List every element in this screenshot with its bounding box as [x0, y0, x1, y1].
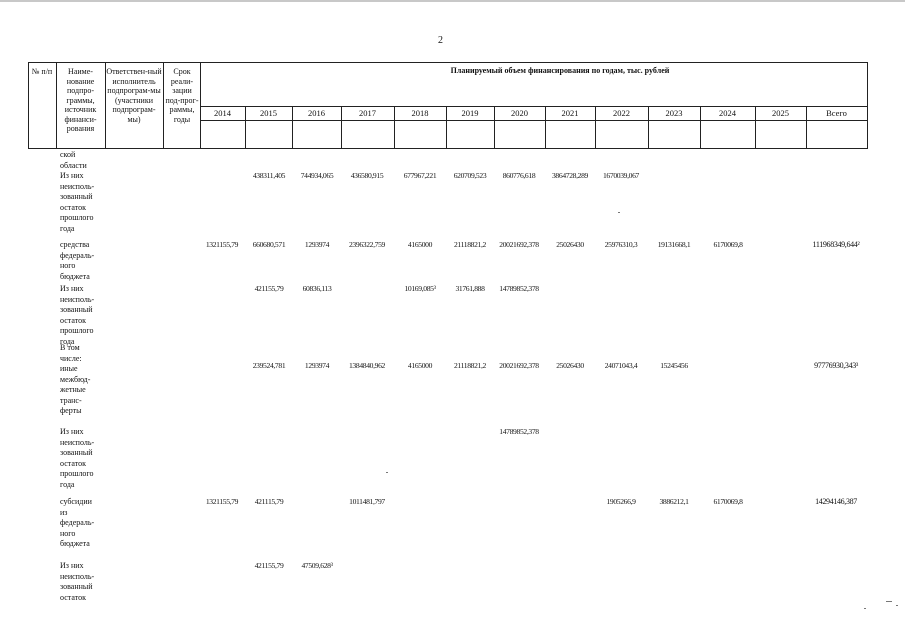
row-value: 4165000 — [407, 361, 433, 370]
table-rule — [200, 62, 201, 148]
row-label-line: межбюд- — [60, 374, 91, 384]
header-year: 2018 — [411, 109, 429, 118]
row-value: 421115,79 — [254, 497, 284, 506]
scan-top-edge — [0, 0, 905, 2]
row-label-line: зованный — [60, 192, 93, 201]
row-value: 1321155,79 — [205, 240, 239, 249]
row-value: 421155,79 — [254, 284, 284, 293]
row-value: 10169,085³ — [404, 284, 436, 293]
row-value: 111968349,644² — [812, 240, 860, 249]
row-value: 660680,571 — [252, 240, 286, 249]
scan-speck — [864, 608, 866, 609]
row-value: 744934,065 — [300, 171, 334, 180]
row-label-line: субсидии — [60, 497, 92, 506]
header-year: Всего — [826, 109, 847, 118]
row-label-line: прошлого — [60, 213, 94, 222]
header-col-term: Срок реали-зации под-прог-раммы, годы — [165, 67, 199, 124]
row-value: 21118821,2 — [453, 240, 486, 249]
header-year: 2021 — [561, 109, 579, 118]
row-label-line: Из них — [60, 284, 84, 293]
row-label-line: иные — [60, 364, 78, 373]
scan-speck — [886, 601, 892, 602]
row-value: 20021692,378 — [499, 240, 539, 249]
row-label-line: транс- — [60, 395, 82, 405]
row-label-line: ферты — [60, 406, 82, 415]
header-year: 2016 — [308, 109, 325, 118]
header-year: 2023 — [665, 109, 683, 118]
row-value: 25026430 — [556, 240, 584, 249]
row-label-line: остаток — [60, 202, 86, 212]
row-value: 15245456 — [660, 361, 688, 370]
row-value: 6170069,8 — [713, 240, 743, 249]
row-value: 14789852,378 — [499, 427, 539, 436]
header-year: 2020 — [511, 109, 528, 118]
header-col-number: № п/п — [31, 67, 53, 76]
row-label-line: зованный — [60, 305, 93, 314]
row-label-line: области — [60, 160, 87, 170]
row-value: 438311,405 — [252, 171, 286, 180]
header-year: 2015 — [260, 109, 277, 118]
row-label — [60, 343, 106, 417]
row-label-line: неисполь- — [60, 181, 95, 191]
table-rule — [28, 62, 29, 148]
row-label-line: ного — [60, 261, 76, 270]
row-value: 4165000 — [407, 240, 433, 249]
row-value: 14294146,387 — [815, 497, 857, 506]
row-label-line: средства — [60, 240, 90, 249]
table-rule — [28, 62, 868, 63]
row-label-line: ской — [60, 150, 76, 159]
row-label-line: В том — [60, 343, 80, 352]
page-number: 2 — [438, 35, 443, 46]
row-label-line: неисполь- — [60, 437, 95, 447]
row-label-line: остаток — [60, 458, 86, 468]
scan-speck — [896, 605, 898, 606]
row-label — [60, 284, 106, 347]
row-value: 21118821,2 — [453, 361, 486, 370]
header-funding-title: Планируемый объем финансирования по годам, тыс. рублей — [450, 66, 670, 75]
row-value: 1321155,79 — [205, 497, 239, 506]
row-label-line: прошлого — [60, 326, 94, 335]
row-value: 60836,113 — [302, 284, 332, 293]
table-rule — [163, 62, 164, 148]
row-value: 860776,618 — [502, 171, 536, 180]
row-value: 3886212,1 — [659, 497, 689, 506]
table-rule — [105, 62, 106, 148]
header-year: 2024 — [719, 109, 736, 118]
row-label-line: года — [60, 479, 75, 489]
row-label-line: федераль- — [60, 518, 95, 527]
row-value: 2396322,759 — [348, 240, 386, 249]
header-year: 2017 — [359, 109, 376, 118]
row-value: 14789852,378 — [499, 284, 539, 293]
row-label-line: федераль- — [60, 250, 95, 260]
row-label-line: прошлого — [60, 469, 94, 478]
row-value: 1384840,962 — [348, 361, 386, 370]
row-label — [60, 150, 106, 234]
row-label-line: Из них — [60, 427, 84, 436]
row-value: 239524,781 — [252, 361, 286, 370]
row-value: 421155,79 — [254, 561, 284, 570]
row-value: 25026430 — [556, 361, 584, 370]
row-label-line: неисполь- — [60, 571, 95, 581]
row-value: 31761,888 — [455, 284, 485, 293]
row-value: 97776930,343³ — [814, 361, 858, 370]
scan-speck — [618, 212, 620, 213]
row-label-line: Из них — [60, 171, 84, 180]
row-label-line: бюджета — [60, 539, 90, 548]
row-label — [60, 497, 106, 550]
row-value: 20021692,378 — [499, 361, 539, 370]
row-value: 1293974 — [304, 361, 330, 370]
row-value: 436580,915 — [350, 171, 384, 180]
table-rule — [200, 106, 868, 107]
row-label-line: ного — [60, 528, 76, 538]
header-year: 2022 — [613, 109, 630, 118]
header-year: 2014 — [214, 109, 231, 118]
row-value: 24071043,4 — [604, 361, 638, 370]
table-rule — [28, 148, 868, 149]
row-value: 25976310,3 — [604, 240, 638, 249]
table-rule — [867, 62, 868, 148]
row-value: 1011481,797 — [349, 497, 385, 506]
row-label — [60, 427, 106, 490]
row-label-line: числе: — [60, 353, 82, 363]
row-label-line: года — [60, 336, 75, 346]
row-label-line: неисполь- — [60, 294, 95, 304]
row-value: 677967,221 — [403, 171, 437, 180]
row-label — [60, 561, 106, 603]
row-value: 620709,523 — [453, 171, 487, 180]
header-col-name: Наиме-нование подпро-граммы, источник финанси-рования — [64, 67, 97, 133]
row-label-line: года — [60, 223, 75, 233]
header-year: 2025 — [772, 109, 789, 118]
row-value: 3864728,289 — [551, 171, 589, 180]
header-year: 2019 — [461, 109, 479, 118]
row-value: 1293974 — [304, 240, 330, 249]
row-label-line: Из них — [60, 561, 84, 570]
row-value: 6170069,8 — [713, 497, 743, 506]
row-value: 1670039,067 — [602, 171, 640, 180]
scan-speck — [386, 472, 388, 473]
header-col-executor: Ответствен-ный исполнитель подпрограм-мы (участники подпрограм-мы) — [106, 67, 162, 124]
row-label-line: жетные — [60, 385, 86, 394]
row-label-line: остаток — [60, 592, 86, 602]
row-value: 1905266,9 — [606, 497, 636, 506]
row-label-line: остаток — [60, 315, 86, 325]
row-label-line: зованный — [60, 582, 93, 591]
row-label-line: из — [60, 507, 68, 517]
row-label — [60, 240, 106, 282]
row-value: 19131668,1 — [657, 240, 691, 249]
row-value: 47509,628³ — [301, 561, 333, 570]
row-label-line: зованный — [60, 448, 93, 457]
row-label-line: бюджета — [60, 271, 90, 281]
table-rule — [56, 62, 57, 148]
